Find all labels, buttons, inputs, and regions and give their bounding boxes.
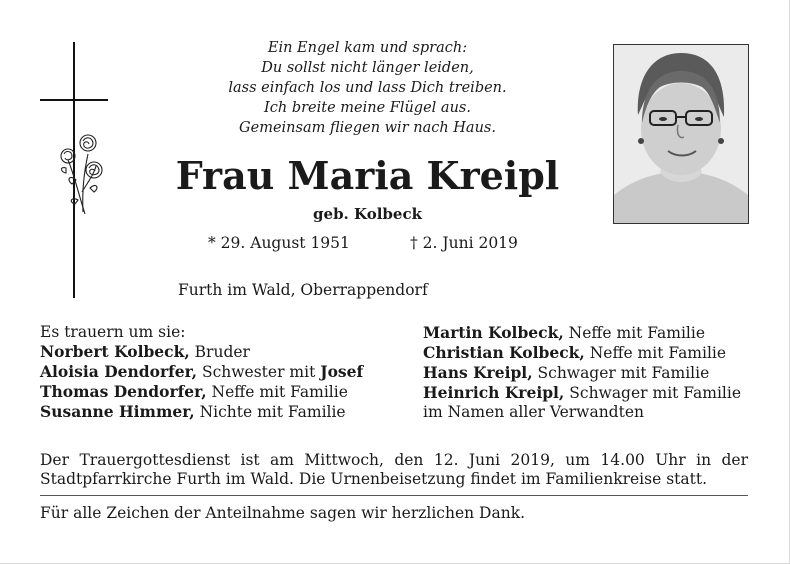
mourner-entry xyxy=(40,402,363,422)
service-announcement: Der Trauergottesdienst ist am Mittwoch, den 12. Juni 2019, um 14.00 Uhr in der Stadtpfarrkirche Furth im Wald. Die Urnenbeisetzung findet im Familienkreise statt. xyxy=(40,451,748,488)
mourner-entry xyxy=(40,342,363,362)
poem-line: Ein Engel kam und sprach: xyxy=(267,40,468,56)
mourner-relation: Neffe mit Familie xyxy=(563,324,705,342)
mourner-relation: im Namen aller Verwandten xyxy=(423,403,644,421)
mourner-entry xyxy=(40,362,363,382)
mourners-intro-text: Es trauern um sie: xyxy=(40,323,186,341)
mourner-name: Aloisia Dendorfer, xyxy=(40,362,198,381)
deceased-name: Frau Maria Kreipl xyxy=(175,153,560,198)
poem-line: Du sollst nicht länger leiden, xyxy=(261,60,474,76)
birth-name: geb. Kolbeck xyxy=(313,205,422,223)
mourner-entry xyxy=(423,383,741,403)
mourners-intro xyxy=(40,323,363,342)
poem-line: Ich breite meine Flügel aus. xyxy=(264,100,471,116)
mourner-relation: Nichte mit Familie xyxy=(194,403,346,421)
mourner-entry xyxy=(423,363,741,383)
poem-line: Gemeinsam fliegen wir nach Haus. xyxy=(239,120,496,136)
mourner-name: Heinrich Kreipl, xyxy=(423,383,565,402)
portrait-illustration xyxy=(614,45,748,223)
mourner-entry xyxy=(423,323,741,343)
poem-line: lass einfach los und lass Dich treiben. xyxy=(228,80,507,96)
mourner-relation: Bruder xyxy=(189,343,250,361)
mourners-list-left xyxy=(40,323,363,422)
mourner-name: Martin Kolbeck, xyxy=(423,323,564,342)
portrait-photo xyxy=(613,44,749,224)
birth-date: * 29. August 1951 xyxy=(208,234,350,252)
residence-place: Furth im Wald, Oberrappendorf xyxy=(178,281,428,299)
mourner-name: Christian Kolbeck, xyxy=(423,343,585,362)
mourner-name: Josef xyxy=(320,362,364,381)
mourner-name: Norbert Kolbeck, xyxy=(40,342,190,361)
death-date: † 2. Juni 2019 xyxy=(410,234,518,252)
mourner-name: Thomas Dendorfer, xyxy=(40,382,207,401)
mourner-entry xyxy=(423,343,741,363)
mourner-relation: Schwager mit Familie xyxy=(564,384,741,402)
mourner-entry xyxy=(423,403,741,422)
divider-line xyxy=(40,495,748,496)
mourners-list-right xyxy=(423,323,741,422)
mourner-relation: Schwester mit xyxy=(197,363,321,381)
mourner-relation: Neffe mit Familie xyxy=(584,344,727,362)
mourner-relation: Schwager mit Familie xyxy=(532,364,710,382)
mourner-entry xyxy=(40,382,363,402)
mourner-name: Susanne Himmer, xyxy=(40,402,195,421)
thanks-note: Für alle Zeichen der Anteilnahme sagen wir herzlichen Dank. xyxy=(40,504,526,522)
cross-with-roses-icon xyxy=(38,42,113,298)
mourner-name: Hans Kreipl, xyxy=(423,363,533,382)
mourner-relation: Neffe mit Familie xyxy=(206,383,348,401)
poem xyxy=(200,38,535,138)
